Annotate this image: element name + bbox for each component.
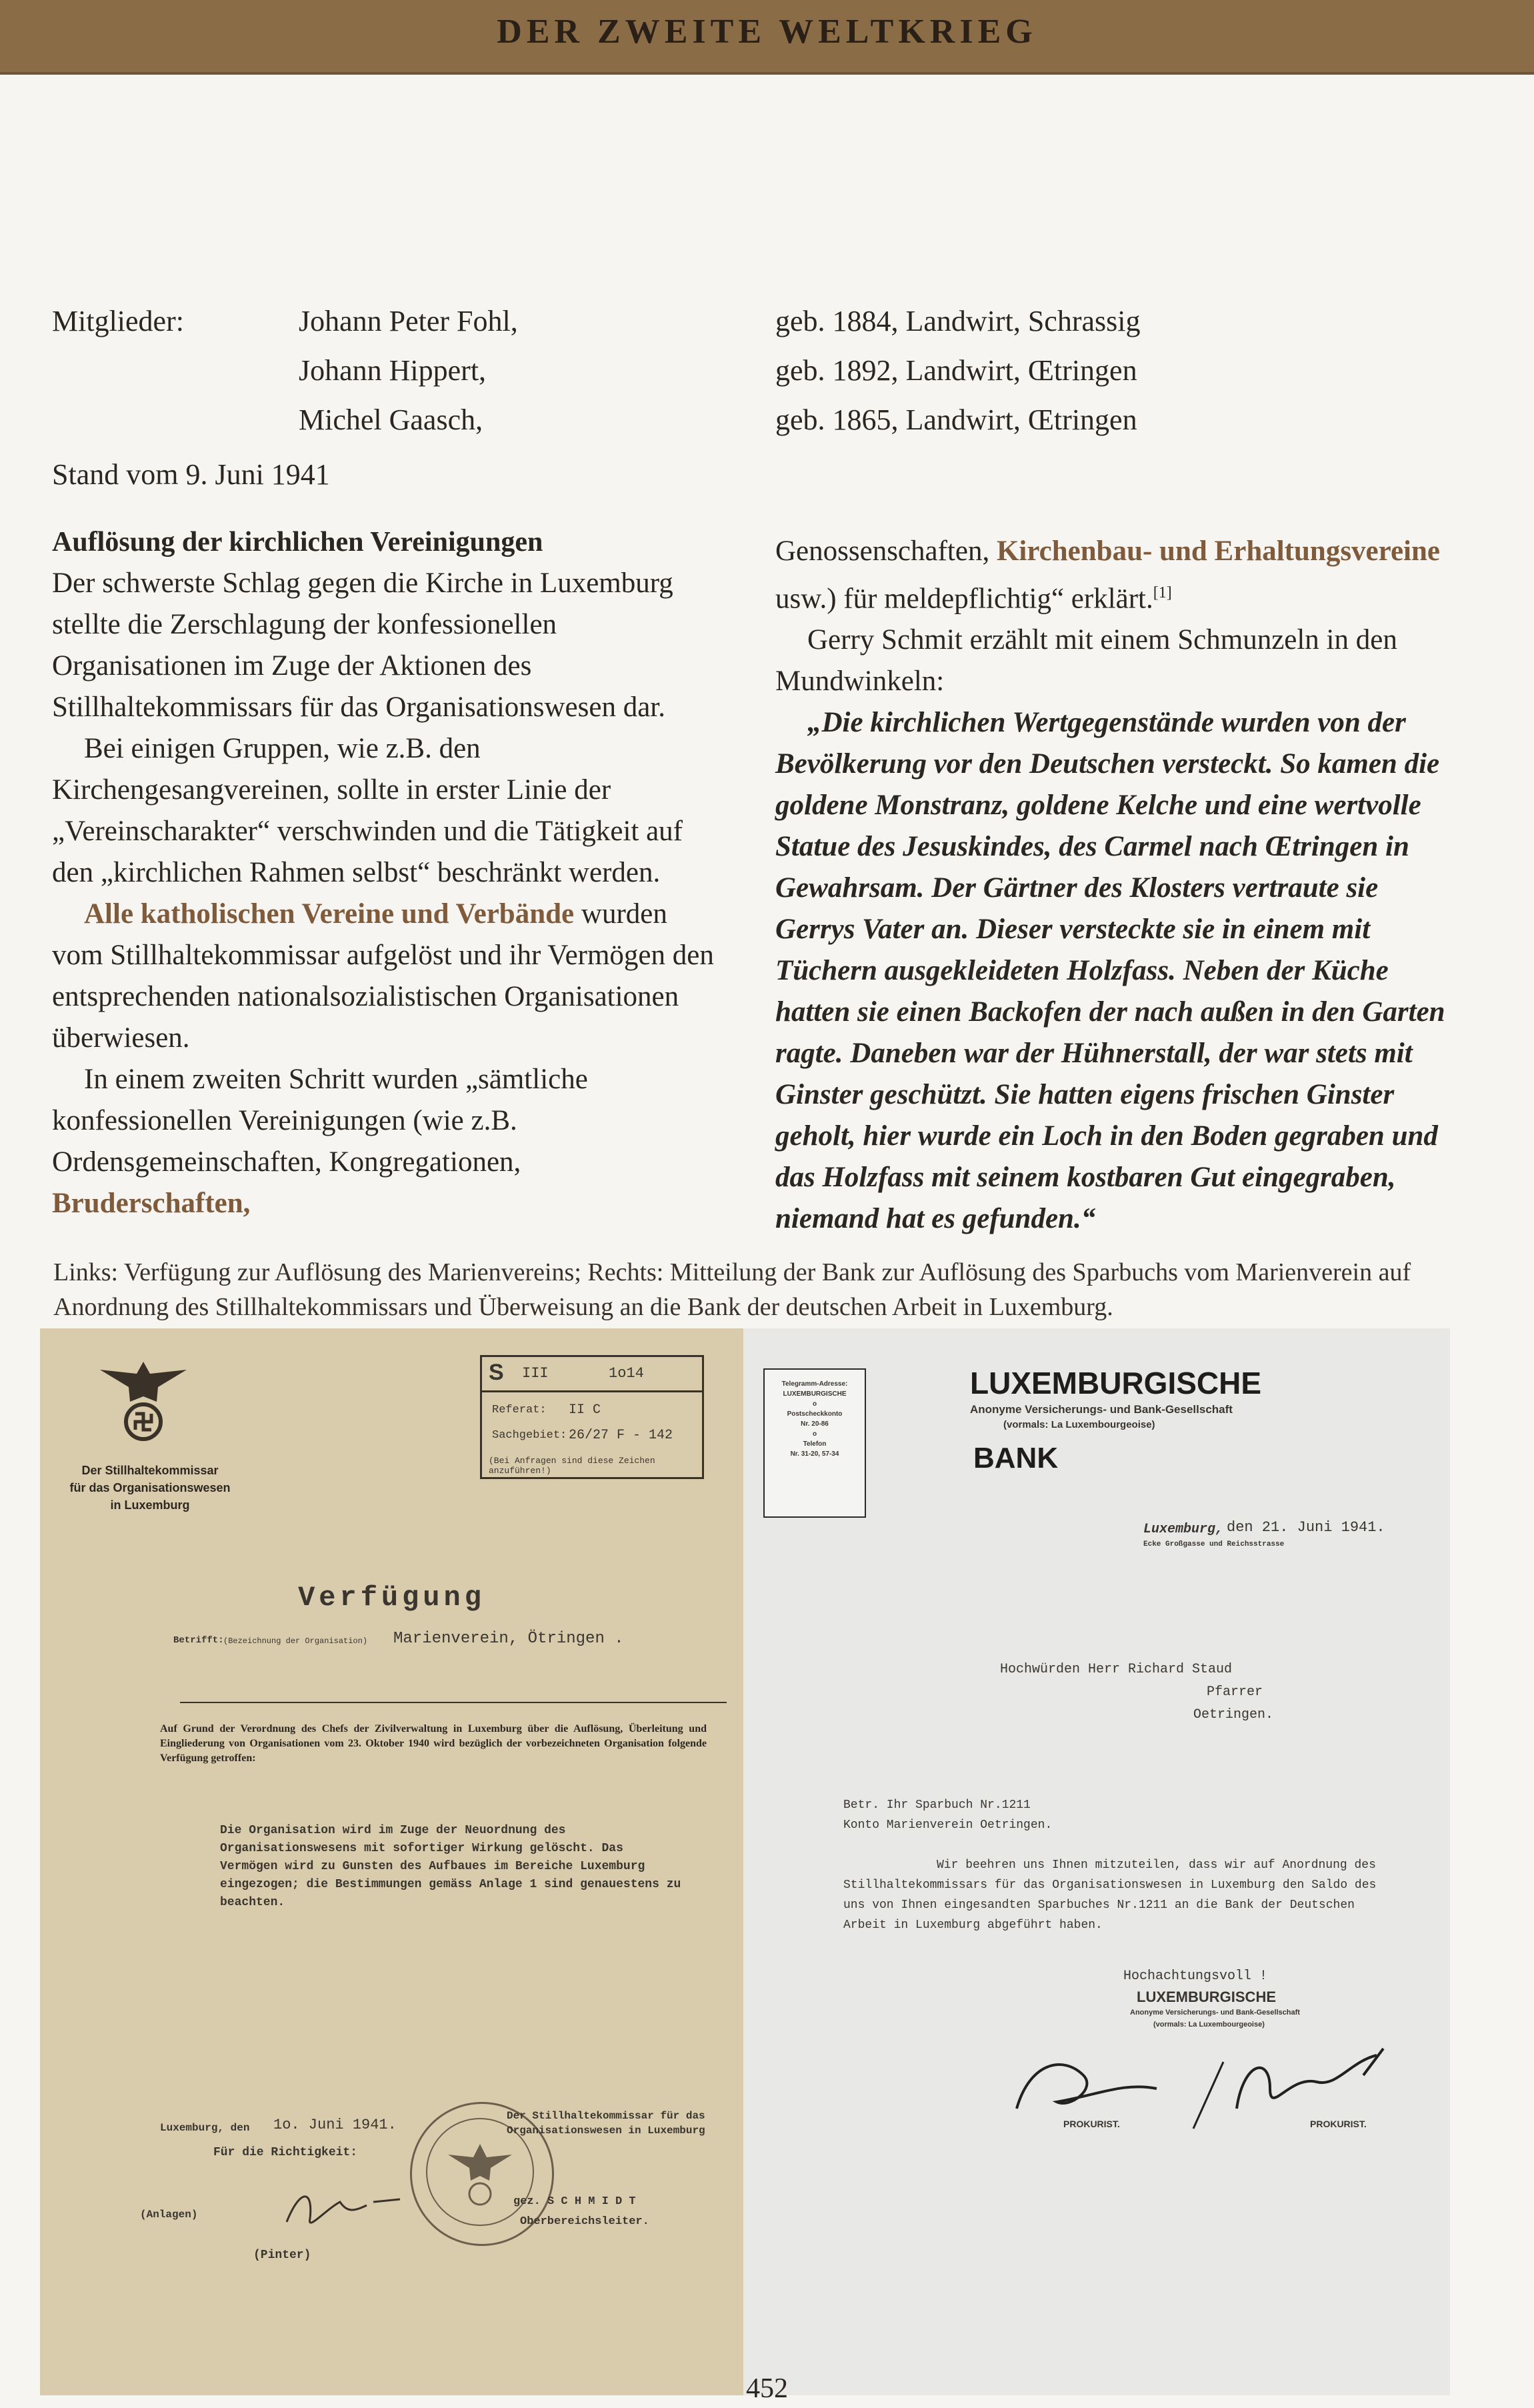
prokurist-label: PROKURIST. — [1310, 2119, 1367, 2129]
member-name: Johann Hippert, — [299, 354, 487, 387]
telegram-line: o — [812, 1430, 817, 1438]
signer-title: Oberbereichsleiter. — [520, 2215, 649, 2228]
ref-referat-label: Referat: — [492, 1404, 547, 1416]
ref-sachgebiet-label: Sachgebiet: — [492, 1429, 567, 1442]
paragraph — [52, 1059, 719, 1224]
bank-word: BANK — [973, 1442, 1059, 1474]
telegram-line: Postscheckkonto — [787, 1410, 843, 1418]
highlight-text: Alle katholischen Vereine und Verbände — [84, 898, 575, 930]
member-name: Johann Peter Fohl, — [299, 305, 518, 337]
letter-address: Ecke Großgasse und Reichsstrasse — [1143, 1540, 1285, 1548]
verfuegung-intro: Auf Grund der Verordnung des Chefs der Zivilverwaltung in Luxemburg über die Auflösung, Überleitung und Eingliederung von Organisationen vom 23. Oktober 1940 wird bezüglich der vorbezeichneten Organisation folgende Verfügung getroffen: — [160, 1723, 707, 1764]
paragraph: Gerry Schmit erzählt mit einem Schmunzeln in den Mundwinkeln: — [775, 624, 1397, 698]
image-caption: Links: Verfügung zur Auflösung des Marienvereins; Rechts: Mitteilung der Bank zur Auflösung des Sparbuchs vom Marienverein auf Anordnung des Stillhaltekommissars und Überweisung an die Bank der deutschen Arbeit in Luxemburg. — [53, 1258, 1411, 1321]
member-info: geb. 1865, Landwirt, Œtringen — [775, 403, 1137, 436]
telegram-line: Nr. 20-86 — [801, 1420, 829, 1428]
reference-box — [480, 1355, 704, 1479]
betrifft-value: Marienverein, Ötringen . — [393, 1630, 624, 1648]
member-info: geb. 1884, Landwirt, Schrassig — [775, 305, 1141, 337]
letter-date: den 21. Juni 1941. — [1227, 1519, 1385, 1536]
authority-line: Der Stillhaltekommissar — [81, 1464, 219, 1477]
page-number: 452 — [746, 2373, 788, 2404]
authority-line: für das Organisationswesen — [69, 1481, 231, 1494]
telegram-line: Telegramm-Adresse: — [781, 1380, 848, 1388]
bank-name: LUXEMBURGISCHE — [970, 1366, 1262, 1400]
recipient-line: Pfarrer — [1207, 1684, 1263, 1700]
document-title: Verfügung — [298, 1582, 485, 1614]
member-name: Michel Gaasch, — [299, 403, 483, 436]
closing-subtitle: Anonyme Versicherungs- und Bank-Gesellschaft — [1130, 2009, 1300, 2017]
member-info: geb. 1892, Landwirt, Œtringen — [775, 354, 1137, 387]
ref-number: 1o14 — [609, 1365, 644, 1382]
konto-line: Konto Marienverein Oetringen. — [843, 1819, 1053, 1832]
pinter-label: (Pinter) — [253, 2249, 311, 2262]
divider — [180, 1702, 727, 1703]
date-label: Luxemburg, den — [160, 2122, 250, 2134]
highlight-text: Bruderschaften, — [52, 1188, 251, 1219]
left-column — [52, 521, 719, 1224]
members-label: Mitglieder: — [52, 305, 184, 337]
ref-s-label: S — [489, 1360, 504, 1385]
members-date-text: Stand vom 9. Juni 1941 — [52, 458, 330, 491]
paragraph: Bei einigen Gruppen, wie z.B. den Kirchengesangvereinen, sollte in erster Linie der „Vereinscharakter“ verschwinden und die Tätigkeit auf den „kirchlichen Rahmen selbst“ beschränkt werden. — [52, 733, 683, 888]
members-names — [299, 297, 518, 445]
telegram-line: LUXEMBURGISCHE — [783, 1390, 847, 1398]
betrifft-label: Betrifft: — [173, 1635, 224, 1646]
paragraph-text: In einem zweiten Schritt wurden „sämtliche konfessionellen Vereinigungen (wie z.B. Ordensgemeinschaften, Kongregationen, — [52, 1064, 588, 1178]
date-value: 1o. Juni 1941. — [273, 2117, 397, 2133]
sig-authority-line: Organisationswesen in Luxemburg — [507, 2125, 705, 2137]
telegram-box — [763, 1368, 866, 1518]
paragraph-text: Genossenschaften, — [775, 535, 997, 567]
closing-subtitle-2: (vormals: La Luxembourgeoise) — [1153, 2021, 1265, 2029]
recipient-line: Hochwürden Herr Richard Staud — [1000, 1662, 1233, 1677]
members-label-block — [52, 297, 184, 346]
authority-block — [53, 1462, 247, 1514]
paragraph-text: wurden vom Stillhaltekommissar aufgelöst und ihr Vermögen den entsprechenden nationalsozialistischen Organisationen überwiesen. — [52, 898, 714, 1054]
bank-subtitle-2: (vormals: La Luxembourgeoise) — [1003, 1419, 1155, 1430]
section-heading: Auflösung der kirchlichen Vereinigungen — [52, 527, 543, 557]
header-divider — [0, 72, 1534, 75]
reference-box-header — [482, 1357, 702, 1392]
recipient-line: Oetringen. — [1193, 1707, 1274, 1722]
prokurist-label: PROKURIST. — [1063, 2119, 1120, 2129]
letter-body: Wir beehren uns Ihnen mitzuteilen, dass wir auf Anordnung des Stillhaltekommissars für das Organisationswesen in Luxemburg den Saldo des uns von Ihnen eingesandten Sparbuches Nr.1211 an die Bank der Deutschen Arbeit in Luxemburg abgeführt haben. — [843, 1859, 1377, 1932]
quote: „Die kirchlichen Wertgegenstände wurden von der Bevölkerung vor den Deutschen versteckt. So kamen die goldene Monstranz, goldene Kelche und eine wertvolle Statue des Jesuskindes, des Carmel nach Œtringen in Gewahrsam. Der Gärtner des Klosters vertraute sie Gerrys Vater an. Dieser versteckte sie in einem mit Tüchern ausgekleideten Holzfass. Neben der Küche hatten sie einen Backofen der nach außen in den Garten ragte. Daneben war der Hühnerstall, der war stets mit Ginster geschützt. Sie hatten eigens frischen Ginster geholt, hier wurde ein Loch in den Boden gegraben und das Holzfass mit seinem kostbaren Gut eingegraben, niemand hat es gefunden.“ — [775, 707, 1445, 1235]
ref-s-value: III — [522, 1365, 549, 1382]
handwritten-signature-icon — [273, 2182, 407, 2235]
sig-authority-line: Der Stillhaltekommissar für das — [507, 2110, 705, 2122]
paragraph: Der schwerste Schlag gegen die Kirche in Luxemburg stellte die Zerschlagung der konfessionellen Organisationen im Zuge der Aktionen des Stillhaltekommissars für das Organisationswesen dar. — [52, 567, 673, 723]
closing-bank: LUXEMBURGISCHE — [1137, 1989, 1277, 2005]
members-date — [52, 450, 330, 499]
right-column — [775, 531, 1459, 1240]
highlight-text: Kirchenbau- und Erhaltungsvereine — [996, 535, 1440, 567]
signer-name: gez. S C H M I D T — [513, 2195, 636, 2208]
footnote-ref: [1] — [1153, 584, 1172, 601]
ref-sachgebiet-value: 26/27 F - 142 — [569, 1428, 673, 1443]
letter-place: Luxemburg, — [1143, 1522, 1224, 1537]
richtig-label: Für die Richtigkeit: — [213, 2146, 358, 2159]
paragraph — [775, 531, 1459, 620]
telegram-line: Nr. 31-20, 57-34 — [790, 1450, 839, 1458]
anlagen-label: (Anlagen) — [140, 2209, 198, 2221]
ref-referat-value: II C — [569, 1402, 601, 1418]
document-bank-letter — [743, 1328, 1450, 2395]
paragraph-text: usw.) für meldepflichtig“ erklärt. — [775, 583, 1153, 615]
telegram-line: Telefon — [803, 1440, 827, 1448]
chapter-title: DER ZWEITE WELTKRIEG — [497, 13, 1037, 51]
document-verfuegung — [40, 1328, 743, 2395]
betrifft-hint: (Bezeichnung der Organisation) — [223, 1636, 368, 1646]
ref-note: (Bei Anfragen sind diese Zeichen anzuführen!) — [489, 1456, 655, 1476]
bank-subtitle: Anonyme Versicherungs- und Bank-Gesellschaft — [970, 1403, 1233, 1416]
signature-authority — [507, 2109, 733, 2138]
subject-line: Betr. Ihr Sparbuch Nr.1211 — [843, 1798, 1031, 1812]
paragraph — [52, 894, 719, 1059]
telegram-line: o — [812, 1400, 817, 1408]
members-info — [775, 297, 1140, 445]
recipient-block — [1000, 1658, 1273, 1726]
verfuegung-body: Die Organisation wird im Zuge der Neuordnung des Organisationswesens mit sofortiger Wirkung gelöscht. Das Vermögen wird zu Gunsten des Aufbaues im Bereiche Luxemburg eingezogen; die Bestimmungen gemäss Anlage 1 sind genauestens zu beachten. — [220, 1824, 681, 1909]
closing: Hochachtungsvoll ! — [1123, 1969, 1268, 1984]
authority-line: in Luxemburg — [110, 1498, 190, 1512]
eagle-emblem-icon — [97, 1355, 190, 1455]
subject-block — [843, 1795, 1052, 1835]
